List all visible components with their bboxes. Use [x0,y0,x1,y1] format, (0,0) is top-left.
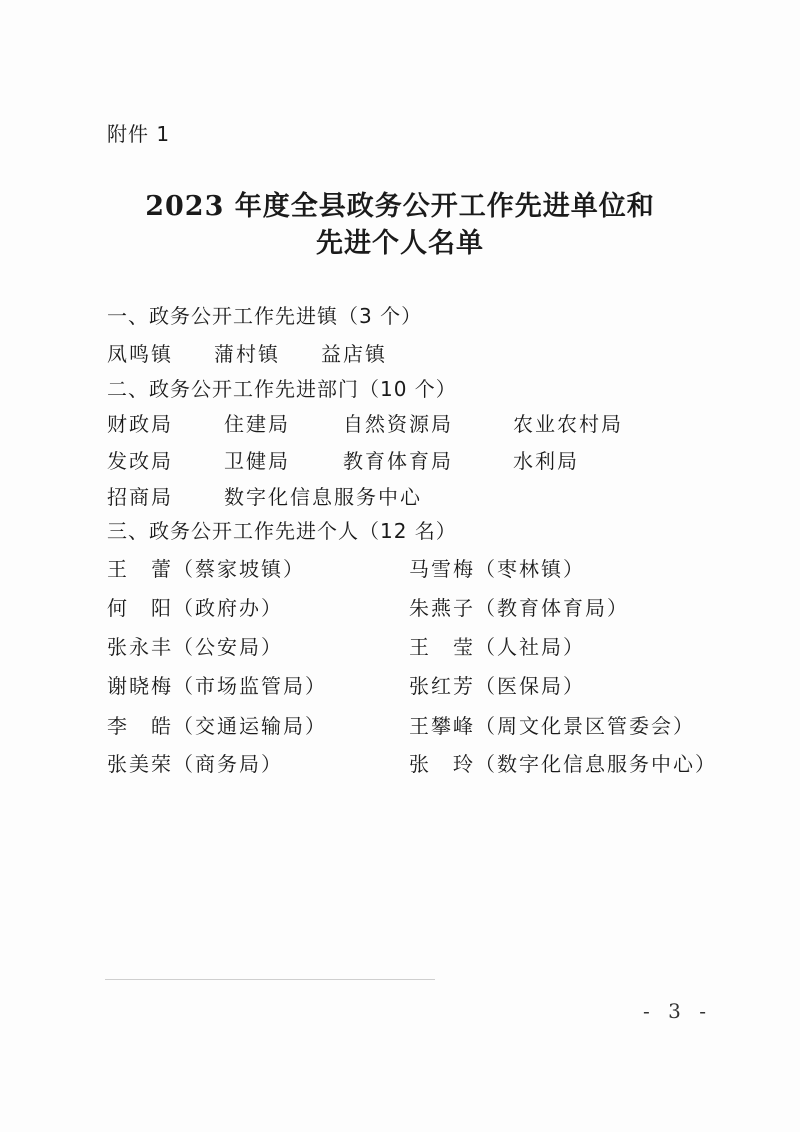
list-item: 农业农村局 [513,412,623,436]
list-item: 王 莹（人社局） [409,635,585,659]
page-number: - 3 - [643,999,712,1023]
list-item: 发改局 [107,449,173,473]
section-heading-individuals: 三、政务公开工作先进个人（12 名） [107,519,457,543]
list-item: 张 玲（数字化信息服务中心） [409,752,717,776]
attachment-label: 附件 1 [107,122,171,146]
list-item: 益店镇 [321,342,387,366]
list-item: 王 蕾（蔡家坡镇） [107,557,305,581]
section-heading-towns: 一、政务公开工作先进镇（3 个） [107,304,423,328]
list-item: 李 皓（交通运输局） [107,714,327,738]
list-item: 谢晓梅（市场监管局） [107,674,327,698]
section-heading-departments: 二、政务公开工作先进部门（10 个） [107,377,457,401]
list-item: 凤鸣镇 [107,342,173,366]
list-item: 张红芳（医保局） [409,674,585,698]
list-item: 马雪梅（枣林镇） [409,557,585,581]
footer-divider [105,979,435,980]
list-item: 卫健局 [224,449,290,473]
list-item: 招商局 [107,485,173,509]
list-item: 住建局 [224,412,290,436]
document-title-line-2: 先进个人名单 [316,228,484,259]
list-item: 蒲村镇 [214,342,280,366]
list-item: 张永丰（公安局） [107,635,283,659]
list-item: 财政局 [107,412,173,436]
list-item: 张美荣（商务局） [107,752,283,776]
document-title-line-1: 2023 年度全县政务公开工作先进单位和 [145,191,655,222]
list-item: 自然资源局 [343,412,453,436]
list-item: 何 阳（政府办） [107,596,283,620]
list-item: 王攀峰（周文化景区管委会） [409,714,695,738]
list-item: 水利局 [513,449,579,473]
list-item: 数字化信息服务中心 [224,485,422,509]
list-item: 教育体育局 [343,449,453,473]
list-item: 朱燕子（教育体育局） [409,596,629,620]
